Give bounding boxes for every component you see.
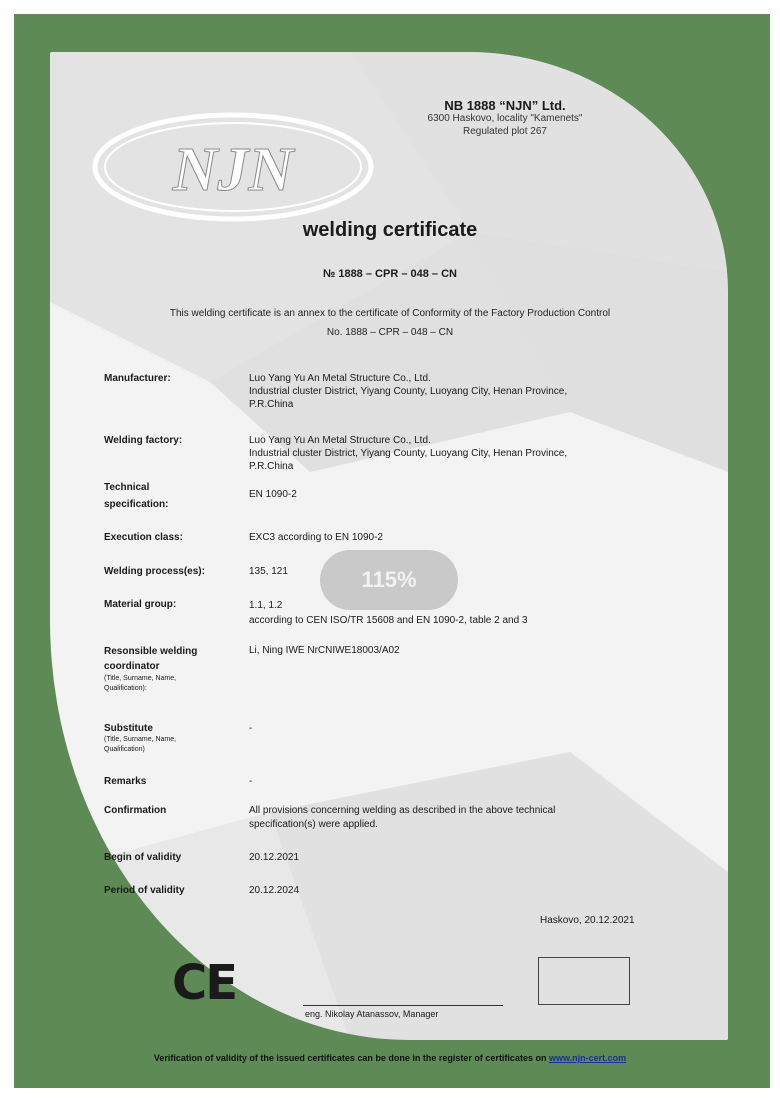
footer-text: Verification of validity of the issued certificates can be done in the register of certificates on <box>153 1053 549 1063</box>
ce-mark: CE <box>172 955 237 1011</box>
issuer-block <box>380 99 630 138</box>
signer-name: eng. Nikolay Atanassov, Manager <box>305 1009 439 1019</box>
field-value: Li, Ning IWE NrCNIWE18003/A02 <box>249 645 400 656</box>
annex-line1: This welding certificate is an annex to the certificate of Conformity of the Factory Production Control <box>169 308 611 319</box>
field-value: 20.12.2024 <box>249 885 300 896</box>
field-label: Material group: <box>104 599 177 610</box>
field-label: Technical specification: <box>104 482 169 510</box>
field-value: - <box>249 776 253 787</box>
njn-logo <box>92 112 374 222</box>
field-label: Confirmation <box>104 805 167 816</box>
signature-line <box>303 1005 503 1006</box>
field-sublabel: (Title, Surname, Name, Qualification) <box>104 736 177 753</box>
field-value: All provisions concerning welding as described in the above technical specification(s) were applied. <box>249 805 556 830</box>
issuer-name: NB 1888 “NJN” Ltd. <box>444 98 566 113</box>
field-label <box>104 644 239 694</box>
field-value: Luo Yang Yu An Metal Structure Co., Ltd. Industrial cluster District, Yiyang County, Luoyang City, Henan Province, P.R.China <box>249 373 568 410</box>
field-value: 20.12.2021 <box>249 852 300 863</box>
certificate-number: № 1888 – CPR – 048 – CN <box>323 268 457 280</box>
svg-text:NJN: NJN <box>172 136 294 204</box>
field-value: 1.1, 1.2 according to CEN ISO/TR 15608 and EN 1090-2, table 2 and 3 <box>249 600 528 626</box>
field-value: - <box>249 723 253 734</box>
field-label-main: Substitute <box>104 723 153 734</box>
annex-line2: No. 1888 – CPR – 048 – CN <box>326 327 454 338</box>
field-label <box>104 722 239 755</box>
stamp-box <box>538 957 630 1005</box>
certificate-title: welding certificate <box>302 219 478 241</box>
field-label: Period of validity <box>104 885 185 896</box>
field-label-main: Resonsible welding coordinator <box>104 646 198 672</box>
issuer-address-line2: Regulated plot 267 <box>463 126 547 137</box>
field-value: Luo Yang Yu An Metal Structure Co., Ltd. Industrial cluster District, Yiyang County, Luoyang City, Henan Province, P.R.China <box>249 435 568 472</box>
zoom-level-badge: 115% <box>320 550 458 610</box>
place-date: Haskovo, 20.12.2021 <box>540 915 635 926</box>
field-label: Welding factory: <box>104 435 183 446</box>
issuer-address-line1: 6300 Haskovo, locality "Kamenets" <box>427 113 583 124</box>
field-value: 135, 121 <box>249 566 288 577</box>
field-value: EN 1090-2 <box>249 489 297 500</box>
field-label: Manufacturer: <box>104 373 171 384</box>
footer-link[interactable]: www.njn-cert.com <box>548 1053 627 1063</box>
field-label: Welding process(es): <box>104 566 205 577</box>
field-label: Remarks <box>104 776 147 787</box>
field-sublabel: (Title, Surname, Name, Qualification): <box>104 675 177 692</box>
field-label: Begin of validity <box>104 852 182 863</box>
field-label: Execution class: <box>104 532 183 543</box>
footer-verification <box>0 1053 780 1063</box>
annex-text <box>60 304 720 342</box>
field-value: EXC3 according to EN 1090-2 <box>249 532 383 543</box>
